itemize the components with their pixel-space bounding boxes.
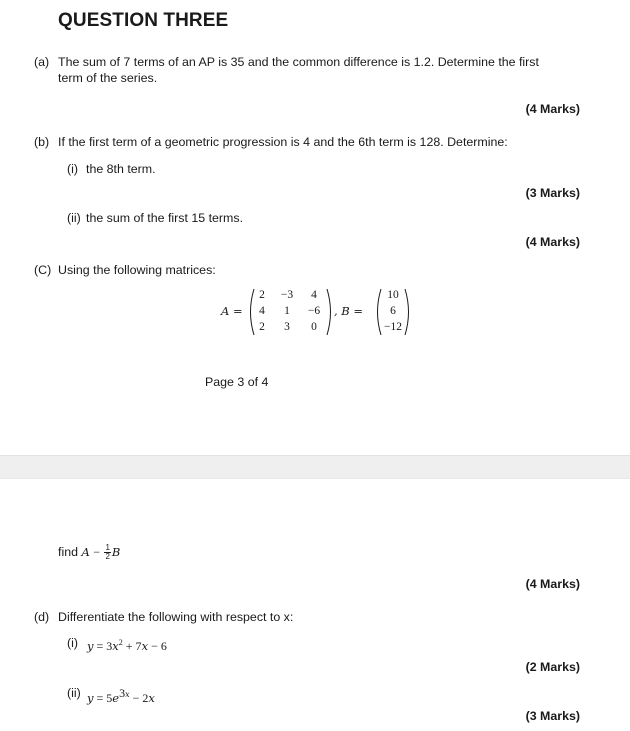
matrix-a-label: A = xyxy=(221,304,243,318)
part-b-ii-marks: (4 Marks) xyxy=(525,235,580,249)
eq-part: + 7 xyxy=(122,639,142,653)
part-d-label: (d) xyxy=(34,610,50,624)
eq-base-e: e xyxy=(112,691,120,705)
part-d-ii-marks: (3 Marks) xyxy=(525,709,580,723)
eq-var-x: x xyxy=(148,691,155,705)
matrix-a-cell: 4 xyxy=(259,305,265,317)
part-d-text: Differentiate the following with respect to x: xyxy=(58,610,294,624)
matrix-a-cell: 3 xyxy=(284,321,290,333)
eq-part: = 3 xyxy=(93,639,113,653)
find-fraction-den: 2 xyxy=(105,552,110,562)
question-title: QUESTION THREE xyxy=(58,10,229,31)
find-minus: − xyxy=(93,545,100,559)
find-fraction-num: 1 xyxy=(105,543,110,553)
matrix-a-cell: −3 xyxy=(280,289,294,301)
part-c-label: (C) xyxy=(34,263,52,277)
part-b-ii-label: (ii) xyxy=(67,211,81,225)
eq-var-x: x xyxy=(141,639,149,653)
eq-var-y: y xyxy=(87,639,94,653)
matrix-a-cell: 2 xyxy=(259,321,265,333)
part-d-i-equation xyxy=(87,635,167,654)
part-d-i-label: (i) xyxy=(67,636,79,650)
part-b-text: If the first term of a geometric progression is 4 and the 6th term is 128. Determine: xyxy=(58,135,508,149)
part-b-i-label: (i) xyxy=(67,162,79,176)
part-b-label: (b) xyxy=(34,135,50,149)
eq-part: = 5 xyxy=(93,691,113,705)
matrix-b-cell: 10 xyxy=(387,289,399,301)
find-var-a: A xyxy=(81,545,90,559)
part-c-marks: (4 Marks) xyxy=(525,577,580,591)
find-label: find xyxy=(58,545,78,559)
matrix-a-cell: 2 xyxy=(259,289,265,301)
part-b-i-text: the 8th term. xyxy=(86,162,156,176)
part-a-label: (a) xyxy=(34,55,50,69)
eq-var-x: x xyxy=(112,639,119,653)
eq-exponent-num: 3 xyxy=(119,686,126,700)
matrix-a-cell: 1 xyxy=(284,305,290,317)
part-b-i-marks: (3 Marks) xyxy=(525,186,580,200)
page-separator xyxy=(0,455,630,479)
part-c-text: Using the following matrices: xyxy=(58,263,216,277)
eq-power: 2 xyxy=(118,638,123,647)
matrix-b-right-paren xyxy=(404,288,413,336)
part-a-text-line1: The sum of 7 terms of an AP is 35 and the common difference is 1.2. Determine the first xyxy=(58,55,539,69)
find-expression xyxy=(58,544,120,561)
find-fraction xyxy=(104,544,110,561)
part-a-text-line2: term of the series. xyxy=(58,71,158,85)
eq-exponent xyxy=(119,686,130,700)
matrix-a-cell: −6 xyxy=(307,305,321,317)
matrix-b-cell: −12 xyxy=(384,321,402,333)
part-d-i-marks: (2 Marks) xyxy=(525,660,580,674)
matrix-a-cell: 4 xyxy=(311,289,317,301)
eq-part: − 6 xyxy=(148,639,167,653)
matrix-a-cell: 0 xyxy=(311,321,317,333)
matrix-b-label: , B = xyxy=(334,304,364,318)
find-var-b: B xyxy=(111,545,121,559)
eq-part: − 2 xyxy=(129,691,149,705)
eq-var-y: y xyxy=(87,691,94,705)
part-a-marks: (4 Marks) xyxy=(525,102,580,116)
part-d-ii-equation xyxy=(87,685,155,706)
part-d-ii-label: (ii) xyxy=(67,686,81,700)
page-footer: Page 3 of 4 xyxy=(205,375,269,389)
matrix-b-cell: 6 xyxy=(390,305,396,317)
eq-exponent-var: x xyxy=(125,690,130,699)
part-b-ii-text: the sum of the first 15 terms. xyxy=(86,211,244,225)
